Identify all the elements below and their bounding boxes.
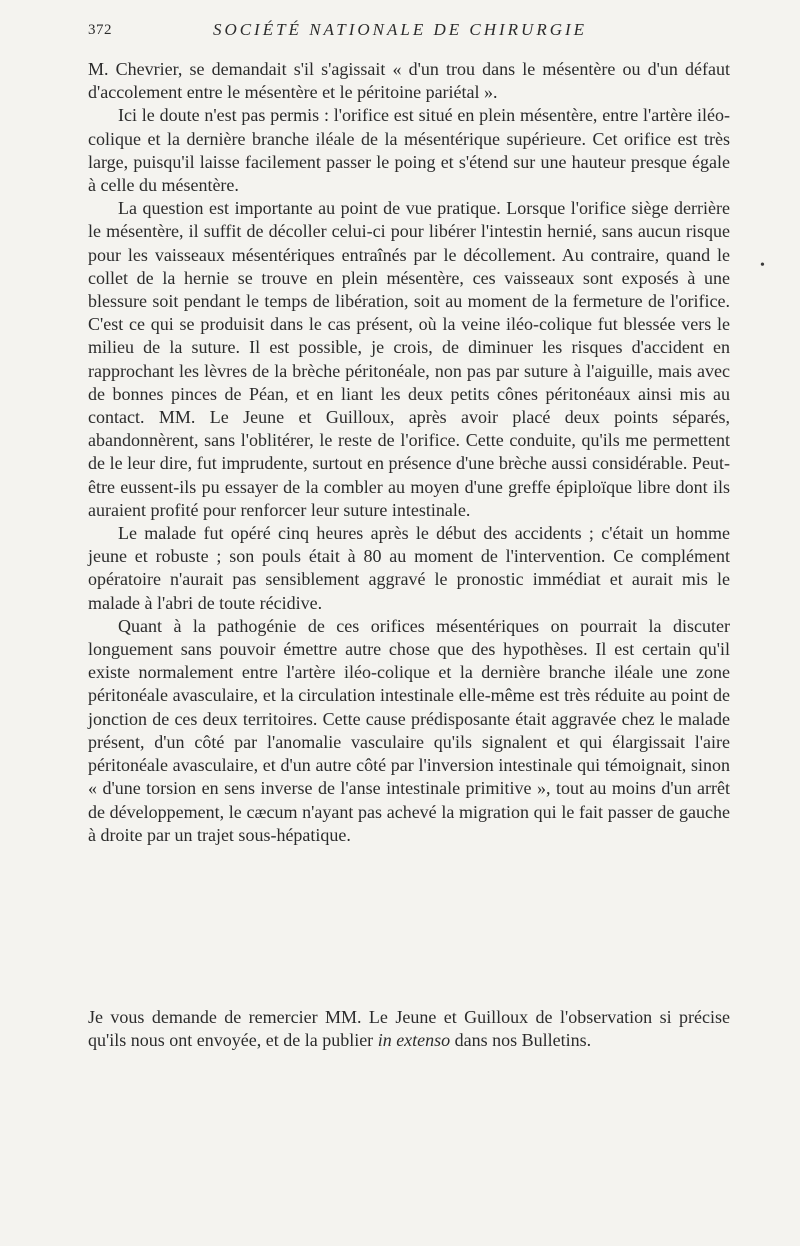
paragraph-2: Ici le doute n'est pas permis : l'orifice est situé en plein mésentère, entre l'artère iléo-colique et la dernière branche iléale de la mésentérique supérieure. Cet orifice est très large, puisqu'il laisse facilement passer le poing et s'étend sur une hauteur presque égale à celle du mésentère. — [88, 105, 730, 196]
closing-text-start: Je vous demande de remercier MM. Le Jeune et Guilloux de l'observation si précise qu'ils nous ont envoyée, et de la publier — [88, 1007, 730, 1051]
closing-text-end: dans nos Bulletins. — [450, 1030, 592, 1051]
body-text — [88, 58, 730, 847]
paragraph-4: Le malade fut opéré cinq heures après le début des accidents ; c'était un homme jeune et robuste ; son pouls était à 80 au moment de l'intervention. Ce complément opératoire n'aurait pas sensiblement aggravé le pronostic immédiat et aurait mis le malade à l'abri de toute récidive. — [88, 523, 730, 613]
running-title: SOCIÉTÉ NATIONALE DE CHIRURGIE — [212, 20, 588, 39]
closing-paragraph — [88, 1006, 730, 1052]
page-number: 372 — [88, 22, 112, 38]
closing-italic: in extenso — [377, 1030, 451, 1051]
paragraph-1: M. Chevrier, se demandait s'il s'agissait « d'un trou dans le mésentère ou d'un défaut d'accolement entre le mésentère et le péritoine pariétal ». — [88, 59, 730, 103]
margin-mark: • — [760, 258, 765, 273]
paragraph-5: Quant à la pathogénie de ces orifices mésentériques on pourrait la discuter longuement sans pouvoir émettre autre chose que des hypothèses. Il est certain qu'il existe normalement entre l'artère iléo-colique et la dernière branche iléale une zone péritonéale avasculaire, et la circulation intestinale elle-même est très réduite au point de jonction de ces deux territoires. Cette cause prédisposante était aggravée chez le malade présent, d'un côté par l'anomalie vasculaire qu'ils signalent et qui élargissait l'aire péritonéale avasculaire, et d'un autre côté par l'inversion intestinale qui témoignait, sinon « d'une torsion en sens inverse de l'anse intestinale primitive », tout au moins d'un arrêt de développement, le cæcum n'ayant pas achevé la migration qui le fait passer de gauche à droite par un trajet sous-hépatique. — [88, 615, 730, 845]
paragraph-3: La question est importante au point de vue pratique. Lorsque l'orifice siège derrière le mésentère, il suffit de décoller celui-ci pour libérer l'intestin hernié, sans aucun risque pour les vaisseaux mésentériques entraînés par le décollement. Au contraire, quand le collet de la hernie se trouve en plein mésentère, ces vaisseaux sont exposés à une blessure soit pendant le temps de libération, soit au moment de la fermeture de l'orifice. C'est ce qui se produisit dans le cas présent, où la veine iléo-colique fut blessée vers le milieu de la suture. Il est possible, je crois, de diminuer les risques d'accident en rapprochant les lèvres de la brèche péritonéale, non pas par suture à l'aiguille, mais avec de bonnes pinces de Péan, et en liant les deux petits cônes péritonéaux ainsi mis au contact. MM. Le Jeune et Guilloux, après avoir placé deux points séparés, abandonnèrent, sans l'oblitérer, le reste de l'orifice. Cette conduite, qu'ils me permettent de le leur dire, fut imprudente, surtout en présence d'une brèche aussi considérable. Peut-être eussent-ils pu essayer de la combler au moyen d'une greffe épiploïque libre dont ils auraient profité pour renforcer leur suture intestinale. — [88, 198, 730, 520]
